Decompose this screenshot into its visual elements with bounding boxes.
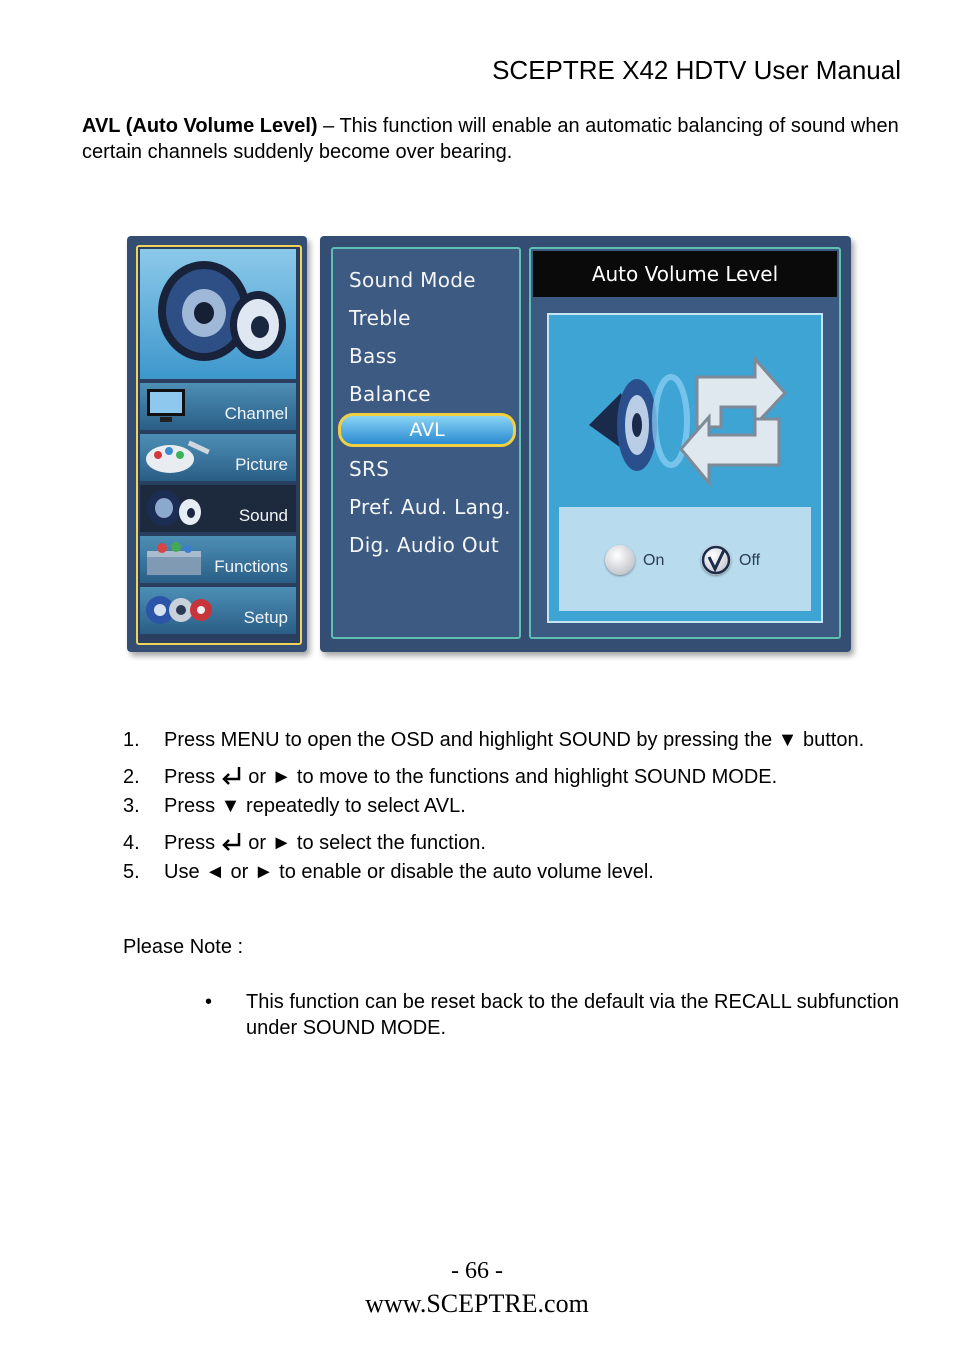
nav-item-setup[interactable]: [140, 587, 296, 634]
detail-title-bar: [533, 251, 837, 297]
step-text: or ► to select the function.: [242, 832, 486, 854]
sound-banner-image: [140, 249, 296, 379]
osd-nav-panel: [127, 236, 307, 652]
tv-icon: [144, 386, 188, 426]
nav-item-picture[interactable]: [140, 434, 296, 481]
menu-item-pref-aud-lang[interactable]: Pref. Aud. Lang.: [349, 495, 511, 519]
intro-term: AVL (Auto Volume Level): [82, 115, 318, 137]
step-text: Press ▼ repeatedly to select AVL.: [164, 795, 466, 817]
avl-illustration: [547, 313, 823, 623]
osd-nav-frame: [136, 245, 302, 645]
off-radio[interactable]: [701, 545, 731, 575]
menu-item-bass[interactable]: Bass: [349, 344, 398, 368]
step-number: 5.: [123, 861, 140, 883]
step-text: Use ◄ or ► to enable or disable the auto volume level.: [164, 861, 654, 883]
step-text: Press: [164, 832, 221, 854]
menu-item-balance[interactable]: Balance: [349, 382, 431, 406]
step-item: [123, 793, 903, 819]
on-label: On: [643, 552, 665, 569]
step-item: [123, 830, 903, 856]
step-number: 2.: [123, 766, 140, 788]
menu-item-avl[interactable]: [338, 413, 516, 447]
nav-item-channel[interactable]: [140, 383, 296, 430]
step-text: Press MENU to open the OSD and highlight SOUND by pressing the ▼ button.: [164, 729, 865, 751]
step-number: 3.: [123, 795, 140, 817]
enter-key-icon: [221, 765, 243, 785]
avl-detail-panel: [529, 247, 841, 639]
speaker-cycle-icon: [549, 315, 821, 495]
menu-item-sound-mode[interactable]: Sound Mode: [349, 268, 476, 292]
intro-text: – This function will enable an automatic balancing of sound when certain channels suddenly become over bearing.: [82, 115, 899, 163]
step-text: Press: [164, 766, 221, 788]
nav-item-sound[interactable]: [140, 485, 296, 532]
detail-title: Auto Volume Level: [591, 262, 779, 286]
menu-item-avl-label: AVL: [409, 419, 445, 441]
menu-item-treble[interactable]: Treble: [349, 306, 411, 330]
bullet-dot: •: [205, 991, 213, 1013]
on-radio[interactable]: [605, 545, 635, 575]
step-number: 4.: [123, 832, 140, 854]
header-title: SCEPTRE X42 HDTV User Manual: [492, 55, 901, 85]
note-bullet-item: [205, 989, 905, 1041]
sound-menu: [331, 247, 521, 639]
note-label: Please Note :: [123, 936, 244, 958]
step-number: 1.: [123, 729, 140, 751]
step-item: [123, 764, 903, 790]
toolbox-icon: [144, 539, 206, 579]
nav-label-sound: Sound: [238, 506, 288, 525]
avl-option-box: [559, 507, 811, 611]
menu-item-srs[interactable]: SRS: [349, 457, 390, 481]
osd-screenshot: [127, 236, 851, 652]
nav-label-functions: Functions: [214, 557, 288, 576]
speaker-icon: [144, 488, 214, 528]
footer-url: www.SCEPTRE.com: [365, 1289, 589, 1318]
menu-item-dig-audio-out[interactable]: Dig. Audio Out: [349, 533, 500, 557]
note-text: This function can be reset back to the default via the RECALL subfunction under SOUND MODE.: [246, 991, 899, 1039]
nav-label-setup: Setup: [243, 608, 288, 627]
check-icon: [701, 545, 731, 575]
nav-label-channel: Channel: [224, 404, 288, 423]
enter-key-icon: [221, 831, 243, 851]
gears-icon: [144, 590, 214, 630]
nav-item-functions[interactable]: [140, 536, 296, 583]
osd-content-panel: [320, 236, 851, 652]
intro-paragraph: [82, 113, 902, 165]
nav-label-picture: Picture: [235, 455, 288, 474]
instruction-steps: [123, 727, 903, 885]
page-number: - 66 -: [451, 1258, 503, 1284]
speakers-icon: [140, 249, 296, 379]
step-item: [123, 859, 903, 885]
step-item: [123, 727, 903, 753]
off-label: Off: [739, 552, 761, 569]
palette-icon: [144, 437, 214, 477]
step-text: or ► to move to the functions and highlight SOUND MODE.: [242, 766, 778, 788]
